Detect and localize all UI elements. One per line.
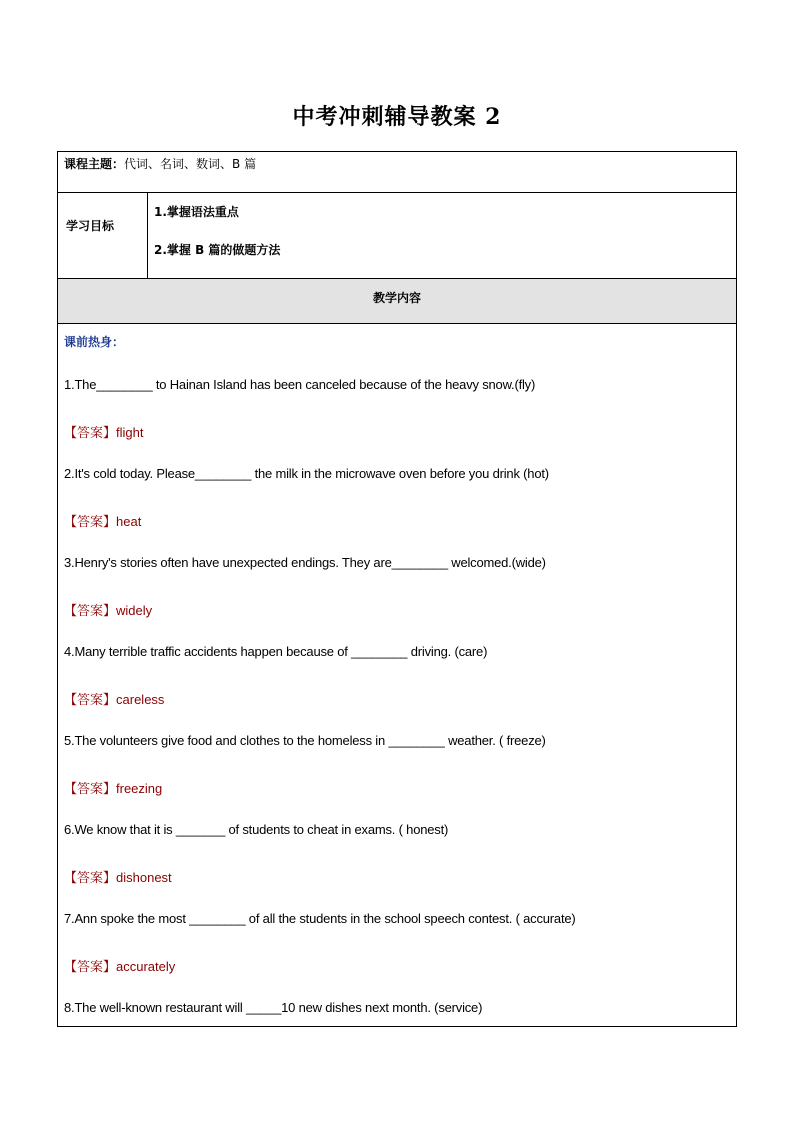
question-6: 6.We know that it is _______ of students to cheat in exams. ( honest)	[64, 822, 449, 837]
warmup-label: 课前热身：	[64, 335, 125, 349]
answer-6	[64, 867, 172, 886]
answer-value: freezing	[116, 781, 163, 796]
answer-4	[64, 689, 164, 708]
answer-value: flight	[116, 425, 144, 440]
answer-tag: 【答案】	[64, 960, 117, 975]
question-7: 7.Ann spoke the most ________ of all the students in the school speech contest. ( accurate)	[64, 911, 576, 926]
topic-row	[58, 152, 736, 193]
answer-value: accurately	[116, 959, 176, 974]
question-5: 5.The volunteers give food and clothes to the homeless in ________ weather. ( freeze)	[64, 733, 546, 748]
question-8: 8.The well-known restaurant will _____10 new dishes next month. (service)	[64, 1000, 483, 1015]
answer-value: heat	[116, 514, 142, 529]
question-2: 2.It's cold today. Please________ the milk in the microwave oven before you drink (hot)	[64, 466, 549, 481]
topic-value: 代词、名词、数词、B 篇	[124, 157, 257, 171]
answer-2	[64, 511, 141, 530]
answer-tag: 【答案】	[64, 871, 117, 886]
lesson-plan-table	[57, 151, 737, 1027]
answer-7	[64, 956, 175, 975]
goals-row	[58, 193, 736, 279]
question-1: 1.The________ to Hainan Island has been canceled because of the heavy snow.(fly)	[64, 377, 536, 392]
goals-list	[148, 193, 736, 278]
answer-tag: 【答案】	[64, 782, 117, 797]
goals-label: 学习目标	[58, 193, 148, 278]
goal-item: 2.掌握 B 篇的做题方法	[154, 243, 281, 257]
answer-1	[64, 422, 143, 441]
answer-tag: 【答案】	[64, 426, 117, 441]
answer-5	[64, 778, 162, 797]
question-3: 3.Henry's stories often have unexpected endings. They are________ welcomed.(wide)	[64, 555, 546, 570]
question-4: 4.Many terrible traffic accidents happen because of ________ driving. (care)	[64, 644, 488, 659]
content-header: 教学内容	[58, 279, 736, 324]
page-title: 中考冲刺辅导教案 2	[292, 104, 502, 130]
answer-value: dishonest	[116, 870, 172, 885]
answer-value: widely	[116, 603, 153, 618]
answer-tag: 【答案】	[64, 693, 117, 708]
answer-value: careless	[116, 692, 165, 707]
answer-tag: 【答案】	[64, 515, 117, 530]
answer-3	[64, 600, 152, 619]
answer-tag: 【答案】	[64, 604, 117, 619]
goal-item: 1.掌握语法重点	[154, 205, 239, 219]
topic-label: 课程主题：	[64, 157, 125, 171]
content-body	[58, 324, 736, 1026]
